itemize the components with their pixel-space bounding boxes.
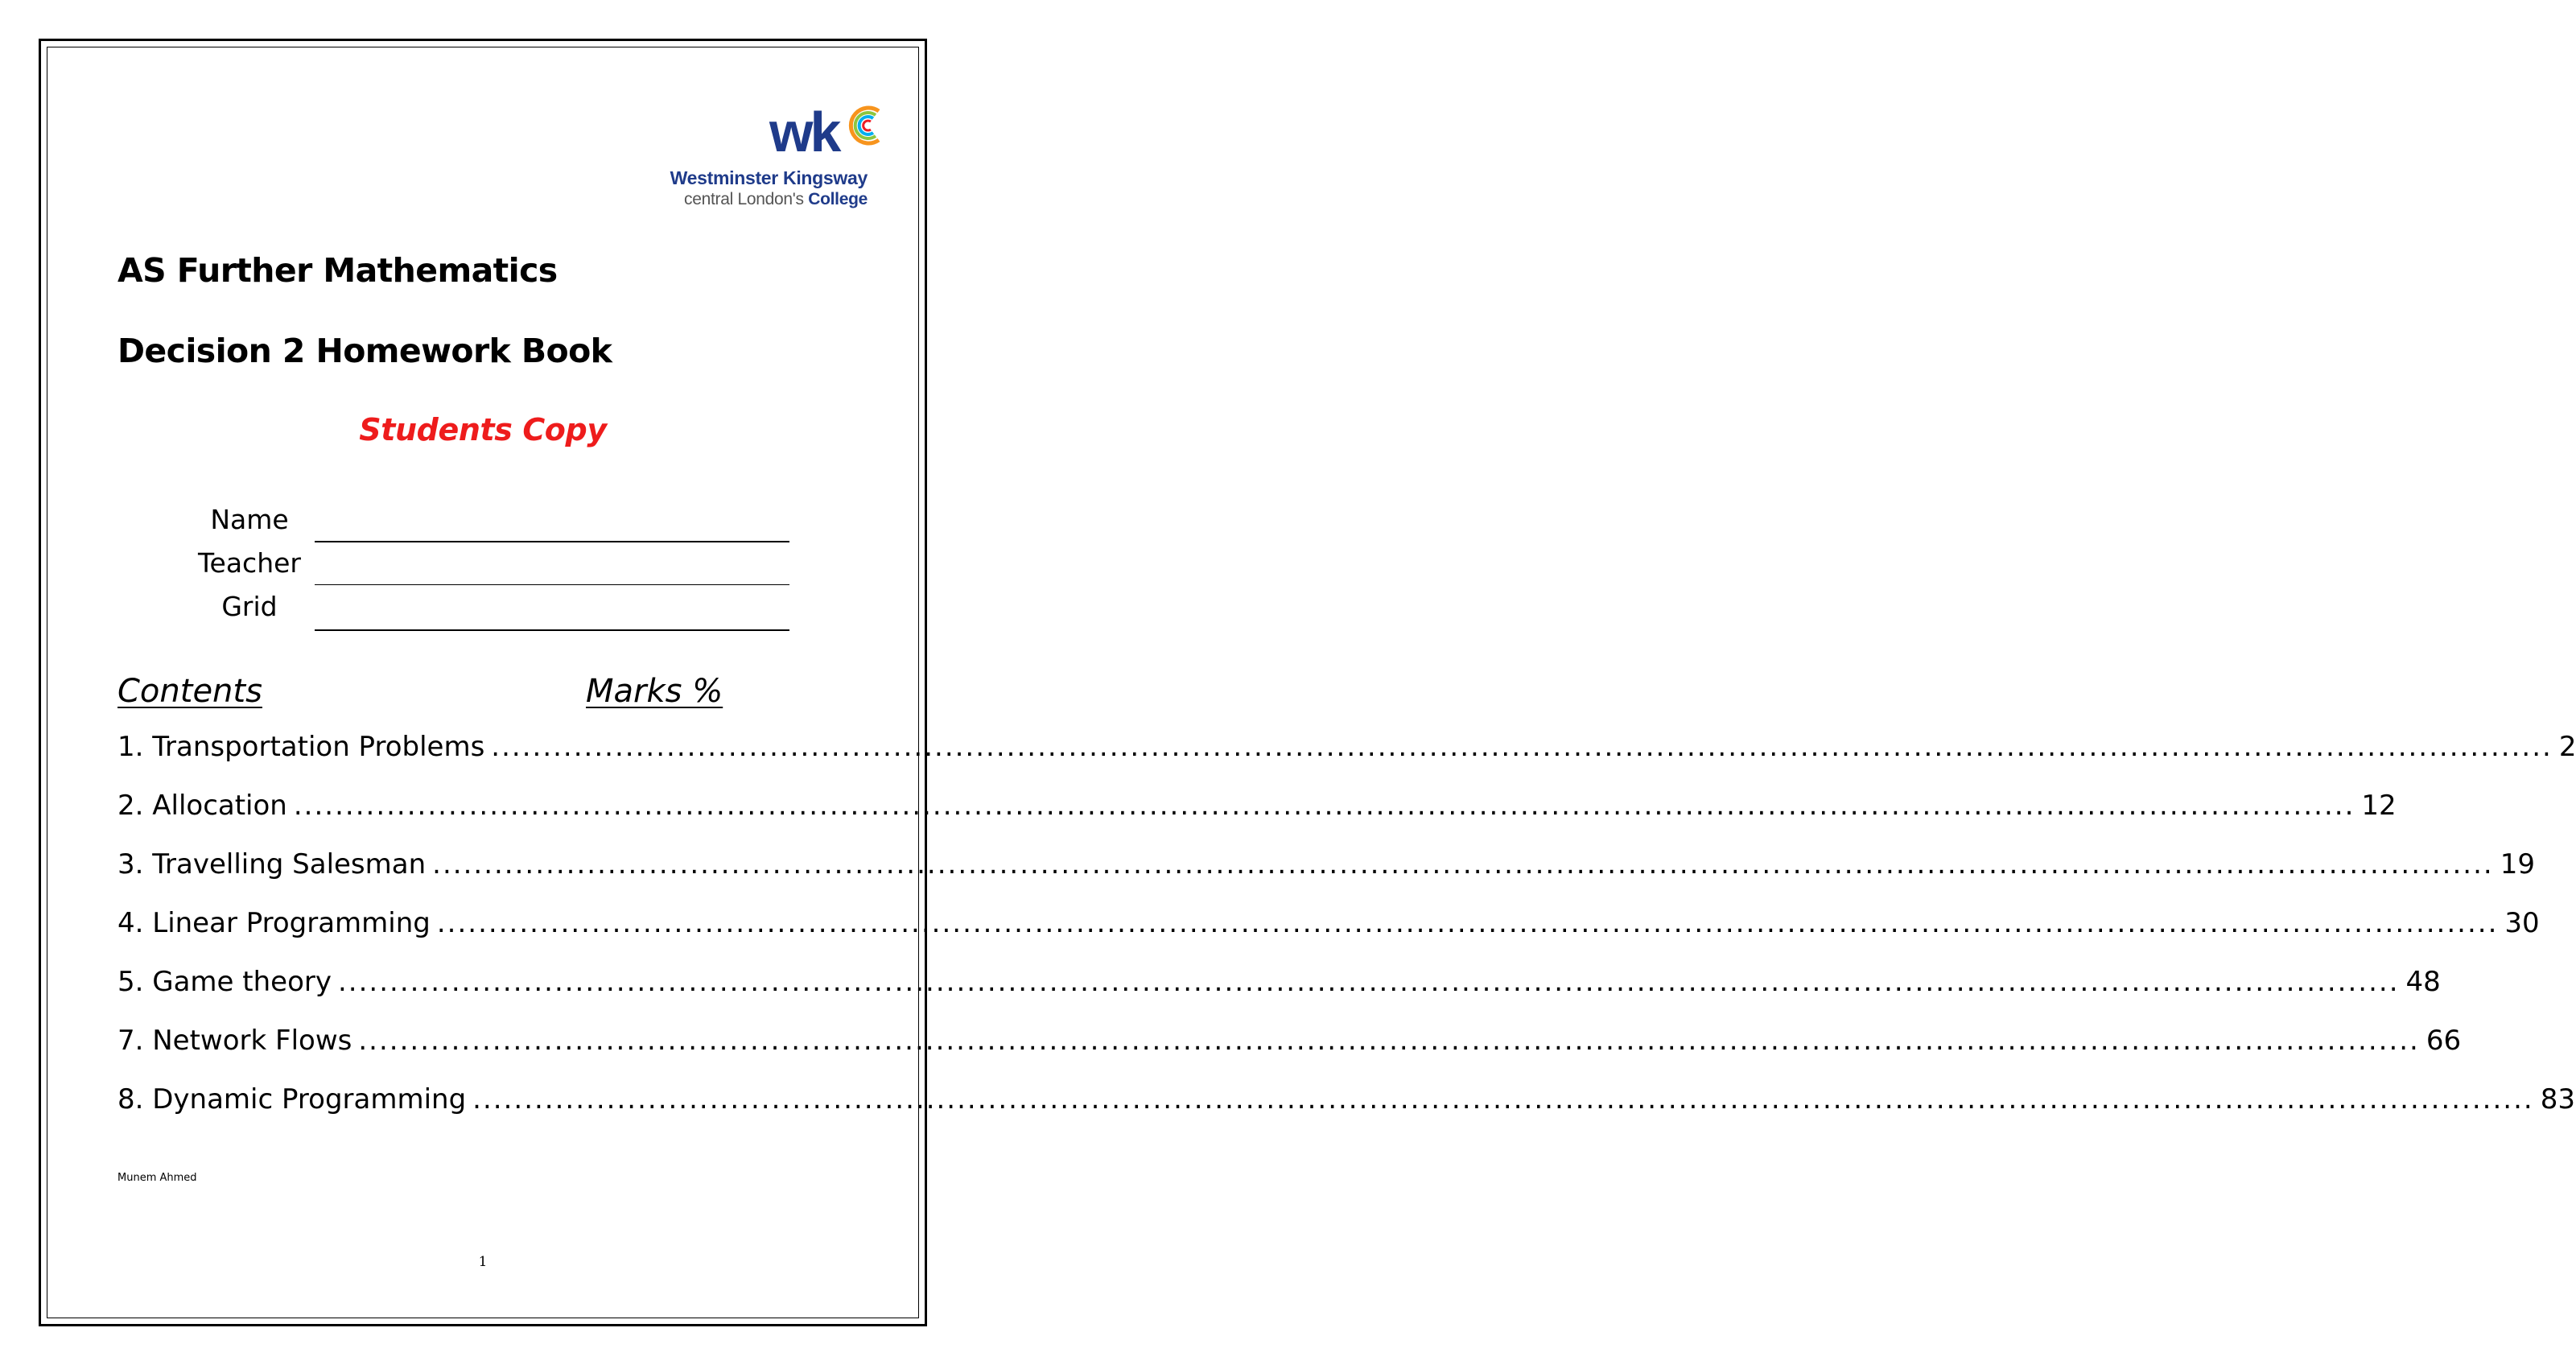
toc-item-title: 7. Network Flows [117,1025,352,1057]
field-label-teacher: Teacher [197,547,301,579]
toc-item[interactable] [117,1083,2575,1124]
toc-item-title: 2. Allocation [117,790,287,822]
field-label-name: Name [210,504,289,535]
copy-label: Students Copy [359,412,607,447]
document-title: AS Further Mathematics [117,251,558,290]
toc-item[interactable] [117,1025,2462,1065]
toc-item-page: 19 [2500,848,2535,880]
teacher-field-line[interactable] [315,584,789,585]
toc-item[interactable] [117,790,2397,830]
toc-leader-dots: ........................................................................................................................................................................................................ [472,1083,2534,1116]
toc-item[interactable] [117,848,2535,889]
logo-tagline-bold: College [808,190,868,208]
page-number: 1 [478,1254,488,1270]
marks-heading: Marks % [586,673,723,710]
logo-tagline-prefix: central London's [684,190,804,208]
toc-item[interactable] [117,731,2576,771]
logo-mark-text: wk [769,101,839,163]
toc-item-page: 83 [2540,1083,2575,1116]
logo-arc-red [863,121,871,130]
college-logo [652,101,909,214]
toc-leader-dots: ........................................................................................................................................................................................................ [436,907,2499,939]
toc-item-title: 4. Linear Programming [117,907,431,939]
toc-item[interactable] [117,907,2540,947]
author-name: Munem Ahmed [117,1172,197,1184]
toc-item-title: 1. Transportation Problems [117,731,485,763]
toc-item-page: 12 [2361,790,2397,822]
toc-item-page: 2 [2558,731,2576,763]
toc-leader-dots: ........................................................................................................................................................................................................ [293,790,2355,822]
contents-heading: Contents [117,673,262,710]
wk-logo-mark [769,101,882,163]
toc-leader-dots: ........................................................................................................................................................................................................ [358,1025,2420,1057]
toc-item-title: 8. Dynamic Programming [117,1083,467,1116]
grid-field-line[interactable] [315,629,789,631]
toc-item-title: 5. Game theory [117,966,332,998]
document-subtitle: Decision 2 Homework Book [117,332,612,370]
field-label-grid: Grid [221,591,278,622]
toc-item-title: 3. Travelling Salesman [117,848,427,880]
toc-leader-dots: ........................................................................................................................................................................................................ [337,966,2400,998]
logo-college-name: Westminster Kingsway [670,167,868,188]
toc-item-page: 30 [2504,907,2540,939]
toc-item-page: 48 [2405,966,2441,998]
toc-leader-dots: ........................................................................................................................................................................................................ [491,731,2553,763]
toc-leader-dots: ........................................................................................................................................................................................................ [432,848,2494,880]
name-field-line[interactable] [315,541,789,542]
logo-arc-blue [859,117,873,134]
toc-item[interactable] [117,966,2441,1006]
logo-tagline [684,190,868,209]
toc-item-page: 66 [2426,1025,2462,1057]
